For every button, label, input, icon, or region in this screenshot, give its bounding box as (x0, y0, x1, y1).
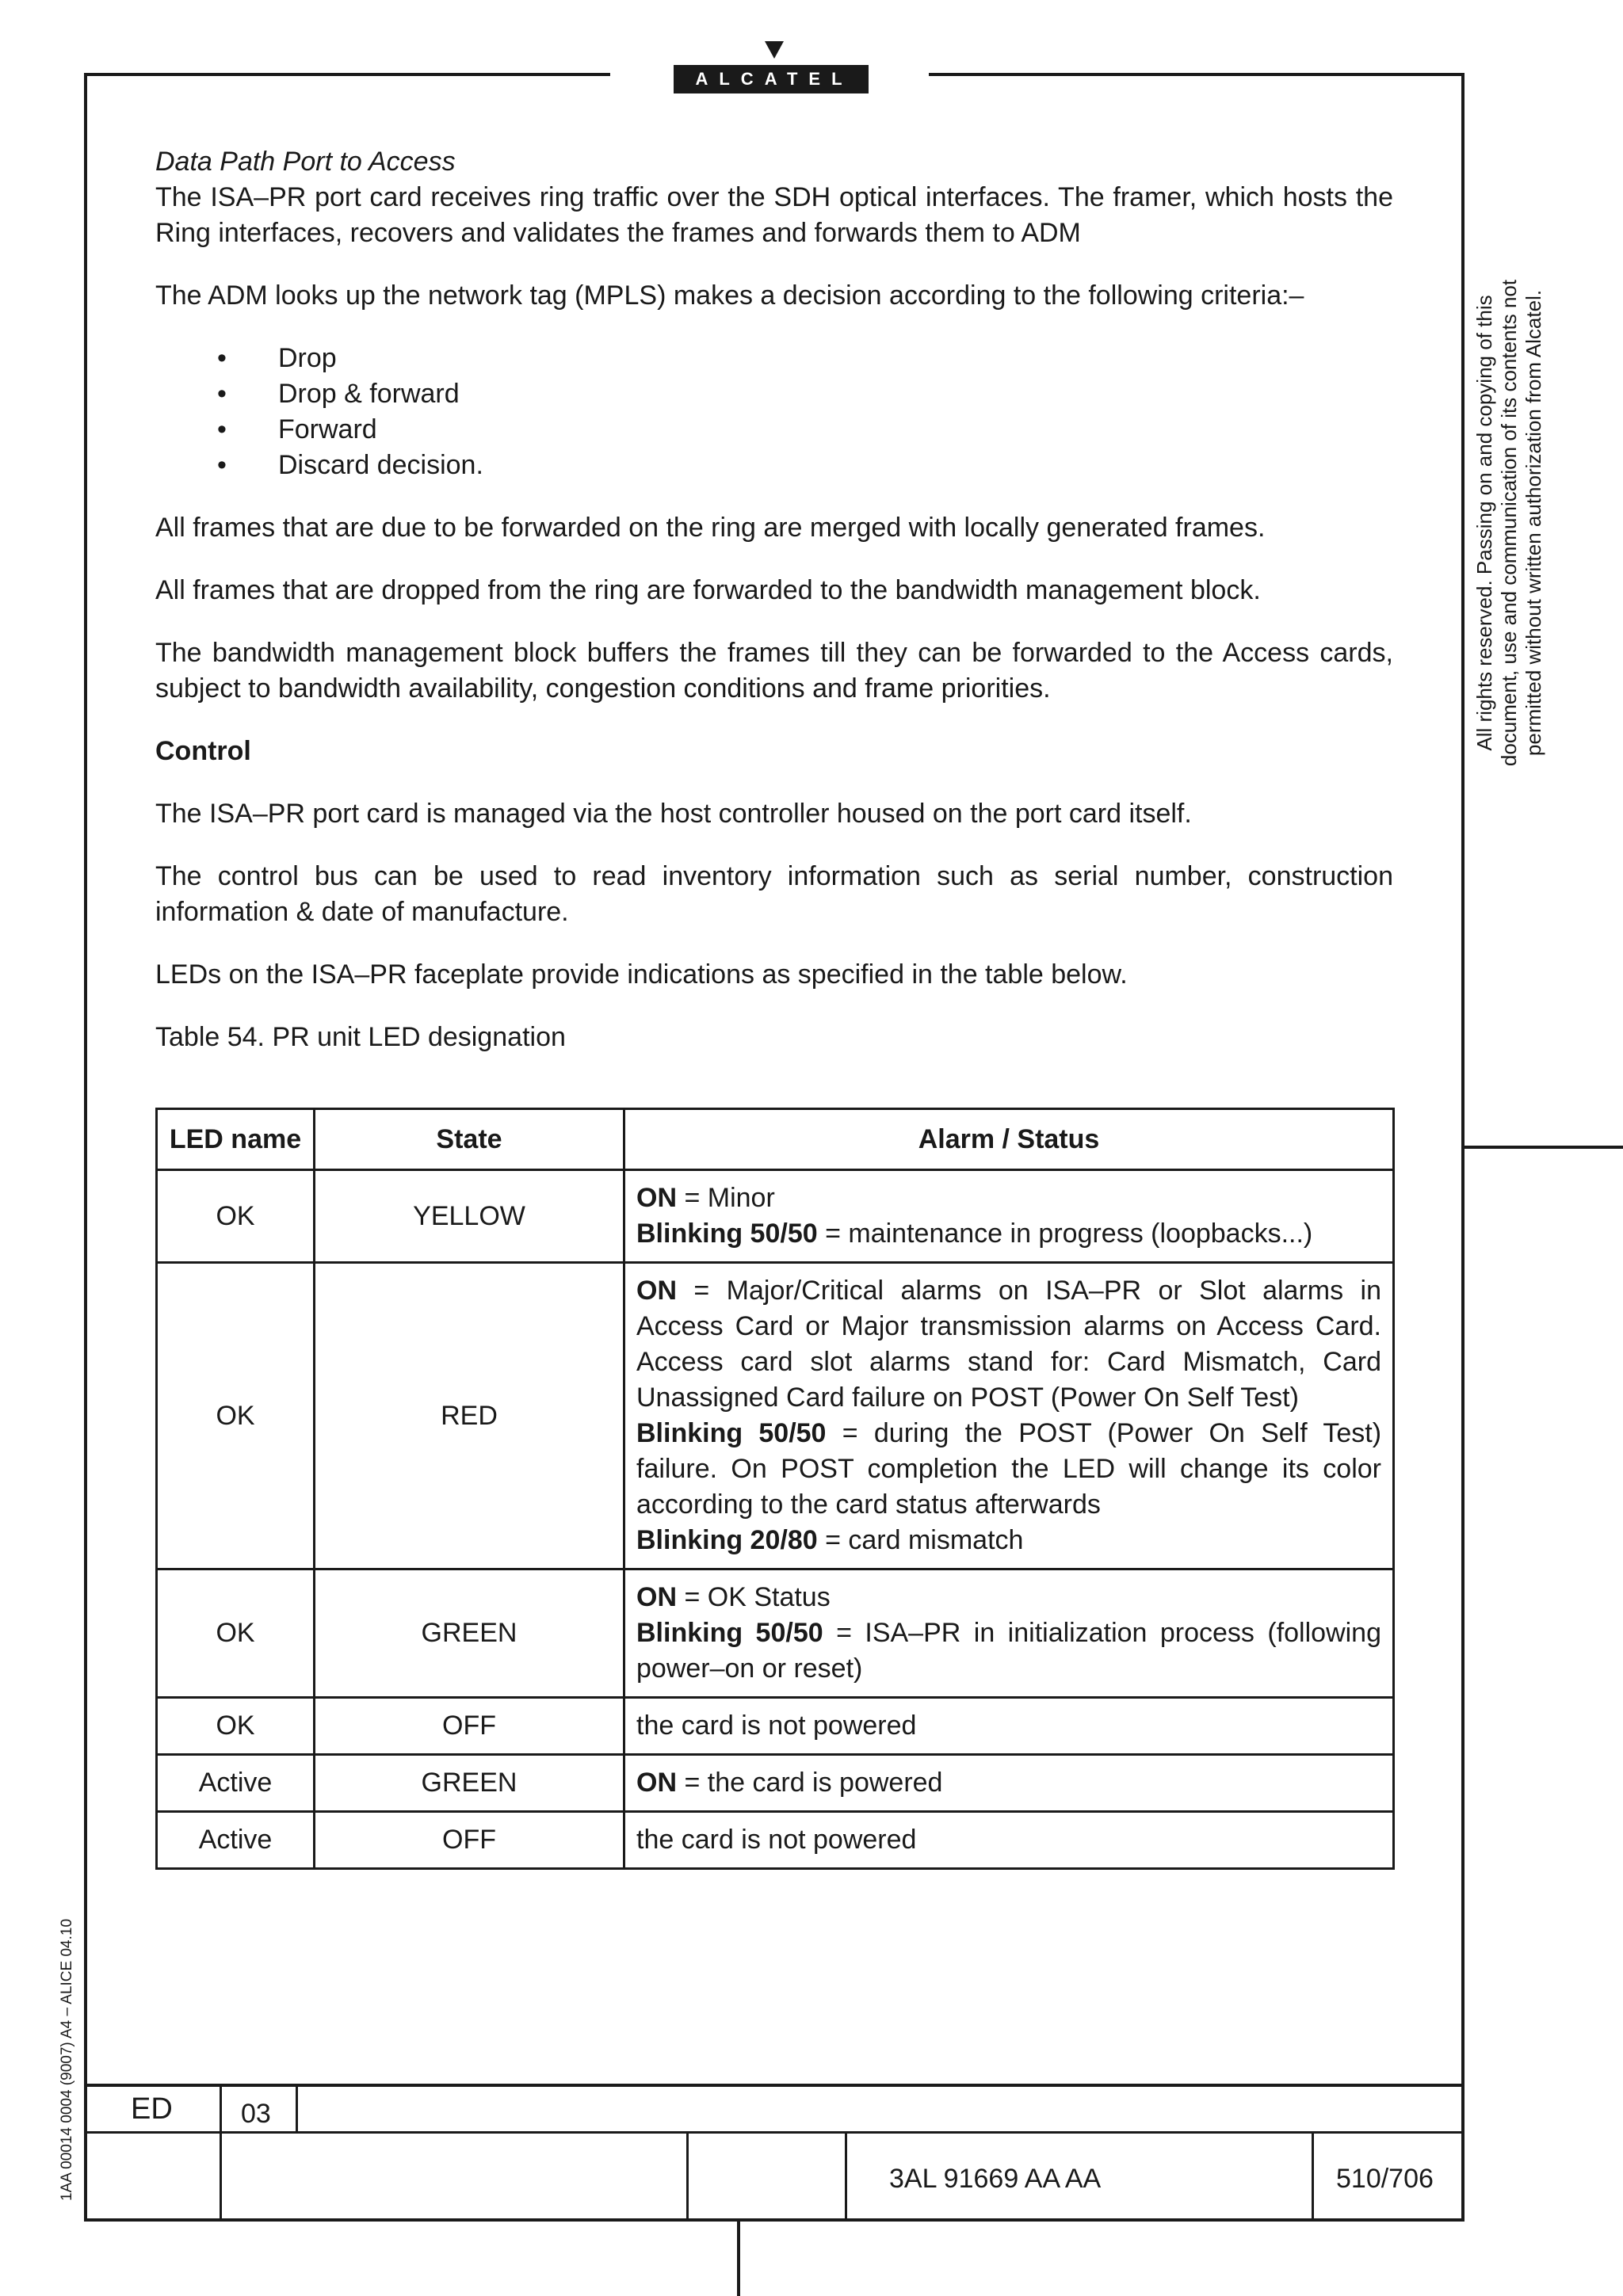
list-item-text: Drop (278, 343, 337, 373)
table-row (157, 1263, 1394, 1569)
list-item (155, 448, 1393, 483)
bullet-icon: • (217, 379, 227, 409)
status-text: = OK Status (677, 1582, 831, 1612)
status-line (636, 1708, 1381, 1744)
footer-doc-number: 3AL 91669 AA AA (889, 2164, 1102, 2194)
footer-mid-rule (84, 2131, 1465, 2134)
status-keyword: ON (636, 1183, 677, 1213)
paragraph: All frames that are dropped from the ring are forwarded to the bandwidth management block. (155, 575, 1261, 605)
bullet-icon: • (217, 414, 227, 444)
status-keyword: Blinking 50/50 (636, 1618, 823, 1648)
status-text: = card mismatch (817, 1525, 1024, 1555)
status-text: the card is not powered (636, 1711, 917, 1741)
status-line (636, 1273, 1381, 1416)
status-line (636, 1416, 1381, 1523)
control-heading: Control (155, 736, 251, 766)
bullet-icon: • (217, 450, 227, 480)
status-keyword: Blinking 50/50 (636, 1418, 827, 1448)
led-table-body (157, 1170, 1394, 1869)
form-code: 1AA 00014 0004 (9007) A4 – ALICE 04.10 (59, 1918, 75, 2201)
status-keyword: ON (636, 1768, 677, 1798)
alarm-status-cell (624, 1170, 1394, 1263)
list-item (155, 341, 1393, 376)
footer-page-number: 510/706 (1336, 2164, 1434, 2194)
alarm-status-cell (624, 1263, 1394, 1569)
paragraph: The bandwidth management block buffers the frames till they can be forwarded to the Access cards, subject to bandwidth availability, congestion conditions and frame priorities. (155, 638, 1393, 704)
footer-top-rule (84, 2084, 1465, 2087)
section-title: Data Path Port to Access (155, 147, 456, 177)
status-keyword: ON (636, 1276, 677, 1306)
alarm-status-cell (624, 1755, 1394, 1812)
state-cell: YELLOW (315, 1170, 624, 1263)
footer-divider (845, 2131, 847, 2222)
document-body (155, 144, 1393, 1870)
status-text: = ISA–PR in initialization process (following power–on or reset) (636, 1618, 1381, 1684)
footer-divider (1312, 2131, 1314, 2222)
paragraph: LEDs on the ISA–PR faceplate provide indications as specified in the table below. (155, 959, 1128, 990)
table-row (157, 1170, 1394, 1263)
paragraph: The control bus can be used to read inventory information such as serial number, construction information & date of manufacture. (155, 861, 1393, 927)
status-line (636, 1216, 1381, 1252)
footer-divider (686, 2131, 689, 2222)
bullet-icon: • (217, 343, 227, 373)
status-line (636, 1523, 1381, 1558)
state-cell: GREEN (315, 1569, 624, 1698)
status-line (636, 1580, 1381, 1615)
status-line (636, 1765, 1381, 1801)
footer-ed-label: ED (131, 2092, 173, 2126)
status-text: the card is not powered (636, 1825, 917, 1855)
list-item-text: Forward (278, 414, 377, 444)
table-row (157, 1755, 1394, 1812)
status-text: = Major/Critical alarms on ISA–PR or Slot alarms in Access Card or Major transmission alarms on Access Card. Access card slot alarms stand for: Card Mismatch, Card Unassigned Card failure on POST (Power On Self Test) (636, 1276, 1381, 1413)
state-cell: GREEN (315, 1755, 624, 1812)
table-row (157, 1698, 1394, 1755)
led-name-cell: OK (157, 1170, 315, 1263)
alarm-status-cell (624, 1812, 1394, 1869)
column-header-led-name: LED name (157, 1109, 315, 1170)
status-text: = during the POST (Power On Self Test) failure. On POST completion the LED will change its color according to the card status afterwards (636, 1418, 1382, 1520)
status-text: = the card is powered (677, 1768, 943, 1798)
table-caption: Table 54. PR unit LED designation (155, 1022, 566, 1052)
alarm-status-cell (624, 1698, 1394, 1755)
list-item (155, 376, 1393, 412)
footer-divider (220, 2084, 222, 2222)
list-item-text: Discard decision. (278, 450, 483, 480)
paragraph: The ADM looks up the network tag (MPLS) makes a decision according to the following criteria:– (155, 280, 1304, 311)
margin-tick-bottom (737, 2222, 740, 2296)
column-header-state: State (315, 1109, 624, 1170)
status-keyword: Blinking 50/50 (636, 1219, 818, 1249)
table-row (157, 1812, 1394, 1869)
paragraph: The ISA–PR port card receives ring traffic over the SDH optical interfaces. The framer, which hosts the Ring interfaces, recovers and validates the frames and forwards them to ADM (155, 182, 1393, 248)
status-keyword: ON (636, 1582, 677, 1612)
column-header-alarm-status: Alarm / Status (624, 1109, 1394, 1170)
led-name-cell: OK (157, 1263, 315, 1569)
paragraph: All frames that are due to be forwarded on the ring are merged with locally generated frames. (155, 513, 1266, 543)
led-name-cell: Active (157, 1812, 315, 1869)
alcatel-arrow-icon (765, 41, 784, 59)
state-cell: OFF (315, 1812, 624, 1869)
led-name-cell: OK (157, 1698, 315, 1755)
led-name-cell: Active (157, 1755, 315, 1812)
status-text: = maintenance in progress (loopbacks...) (817, 1219, 1313, 1249)
alcatel-logo: ALCATEL (674, 65, 869, 93)
led-name-cell: OK (157, 1569, 315, 1698)
state-cell: OFF (315, 1698, 624, 1755)
rights-notice: All rights reserved. Passing on and copying of this document, use and communication of its contents not permitted without written authorization from Alcatel. (1472, 279, 1545, 767)
status-text: = Minor (677, 1183, 775, 1213)
paragraph: The ISA–PR port card is managed via the host controller housed on the port card itself. (155, 799, 1192, 829)
footer-divider (296, 2084, 298, 2133)
list-item-text: Drop & forward (278, 379, 460, 409)
footer-ed-value: 03 (241, 2099, 271, 2129)
status-keyword: Blinking 20/80 (636, 1525, 818, 1555)
status-line (636, 1822, 1381, 1858)
state-cell: RED (315, 1263, 624, 1569)
table-header-row (157, 1109, 1394, 1170)
led-table (155, 1108, 1395, 1870)
alarm-status-cell (624, 1569, 1394, 1698)
table-row (157, 1569, 1394, 1698)
margin-tick-right (1465, 1146, 1623, 1149)
criteria-list (155, 341, 1393, 483)
status-line (636, 1180, 1381, 1216)
list-item (155, 412, 1393, 448)
status-line (636, 1615, 1381, 1687)
